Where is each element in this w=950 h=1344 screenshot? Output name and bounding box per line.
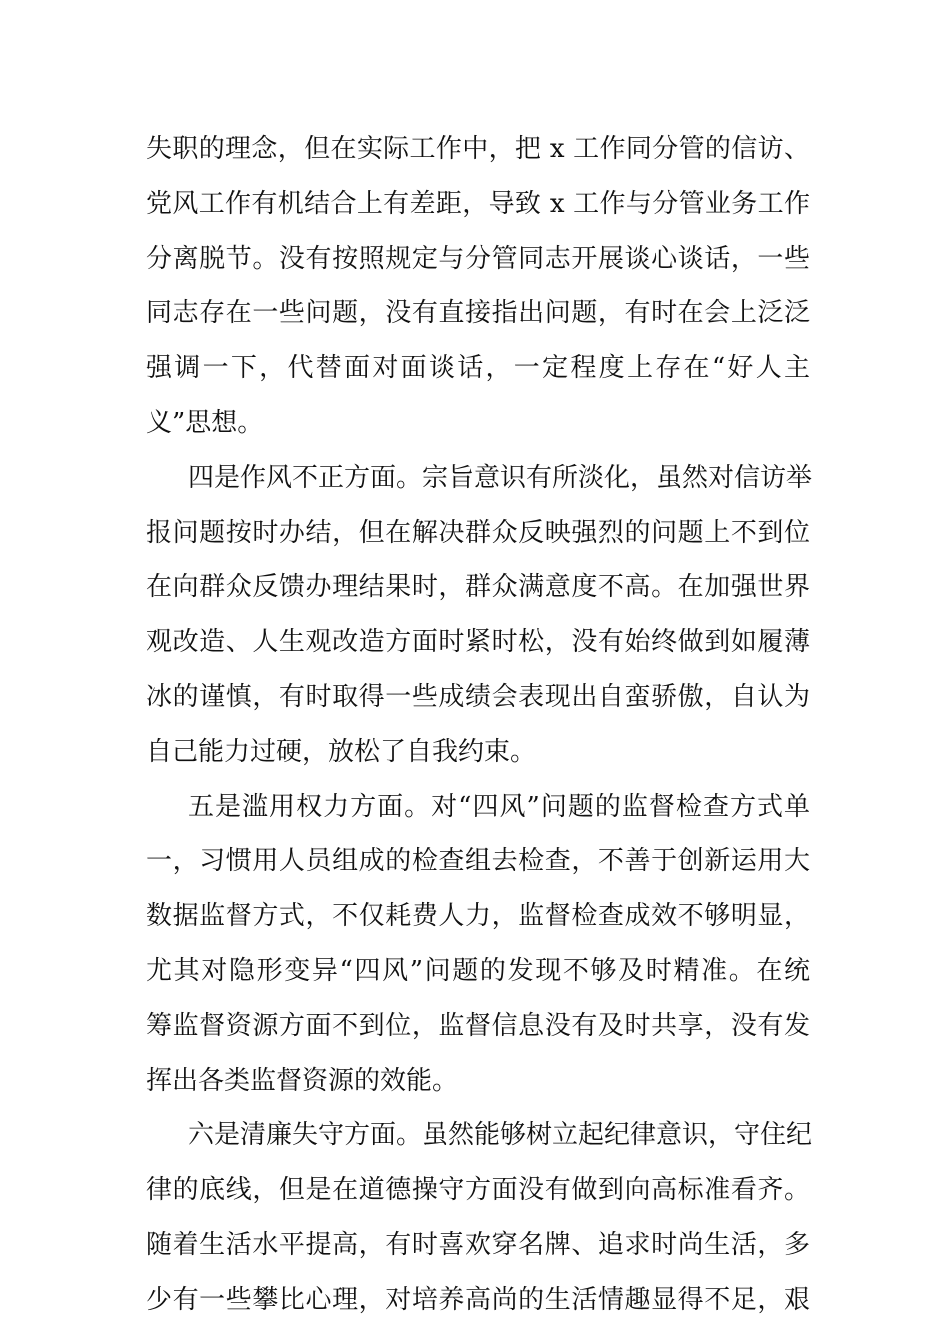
text-line: 随着生活水平提高，有时喜欢穿名牌、追求时尚生活，多 [146,1229,810,1260]
text-line: 分离脱节。没有按照规定与分管同志开展谈心谈话，一些 [146,243,810,274]
text-line: 少有一些攀比心理，对培养高尚的生活情趣显得不足，艰 [146,1284,810,1315]
text-line: 冰的谨慎，有时取得一些成绩会表现出自蛮骄傲，自认为 [146,681,810,712]
text-line: 义”思想。 [146,407,264,438]
text-line: 尤其对隐形变异“四风”问题的发现不够及时精准。在统 [146,955,810,986]
text-line: 失职的理念，但在实际工作中，把 x 工作同分管的信访、 [146,134,810,164]
text-line: 六是清廉失守方面。虽然能够树立起纪律意识，守住纪 [188,1120,813,1151]
text-line: 律的底线，但是在道德操守方面没有做到向高标准看齐。 [146,1175,810,1206]
text-line: 观改造、人生观改造方面时紧时松，没有始终做到如履薄 [146,627,810,658]
text-line: 同志存在一些问题，没有直接指出问题，有时在会上泛泛 [146,298,810,329]
text-line: 数据监督方式，不仅耗费人力，监督检查成效不够明显， [146,901,810,932]
text-line: 五是滥用权力方面。对“四风”问题的监督检查方式单 [188,791,810,822]
text-line: 一，习惯用人员组成的检查组去检查，不善于创新运用大 [146,846,810,877]
text-line: 四是作风不正方面。宗旨意识有所淡化，虽然对信访举 [188,462,813,493]
text-line: 筹监督资源方面不到位，监督信息没有及时共享，没有发 [146,1010,810,1041]
text-line: 自己能力过硬，放松了自我约束。 [146,736,537,767]
text-line: 在向群众反馈办理结果时，群众满意度不高。在加强世界 [146,572,810,603]
document-body-text [146,122,813,1328]
text-line: 报问题按时办结，但在解决群众反映强烈的问题上不到位 [146,517,810,548]
text-line: 强调一下，代替面对面谈话，一定程度上存在“好人主 [146,353,810,384]
text-line: 党风工作有机结合上有差距，导致 x 工作与分管业务工作 [146,188,810,219]
text-line: 挥出各类监督资源的效能。 [146,1065,459,1096]
